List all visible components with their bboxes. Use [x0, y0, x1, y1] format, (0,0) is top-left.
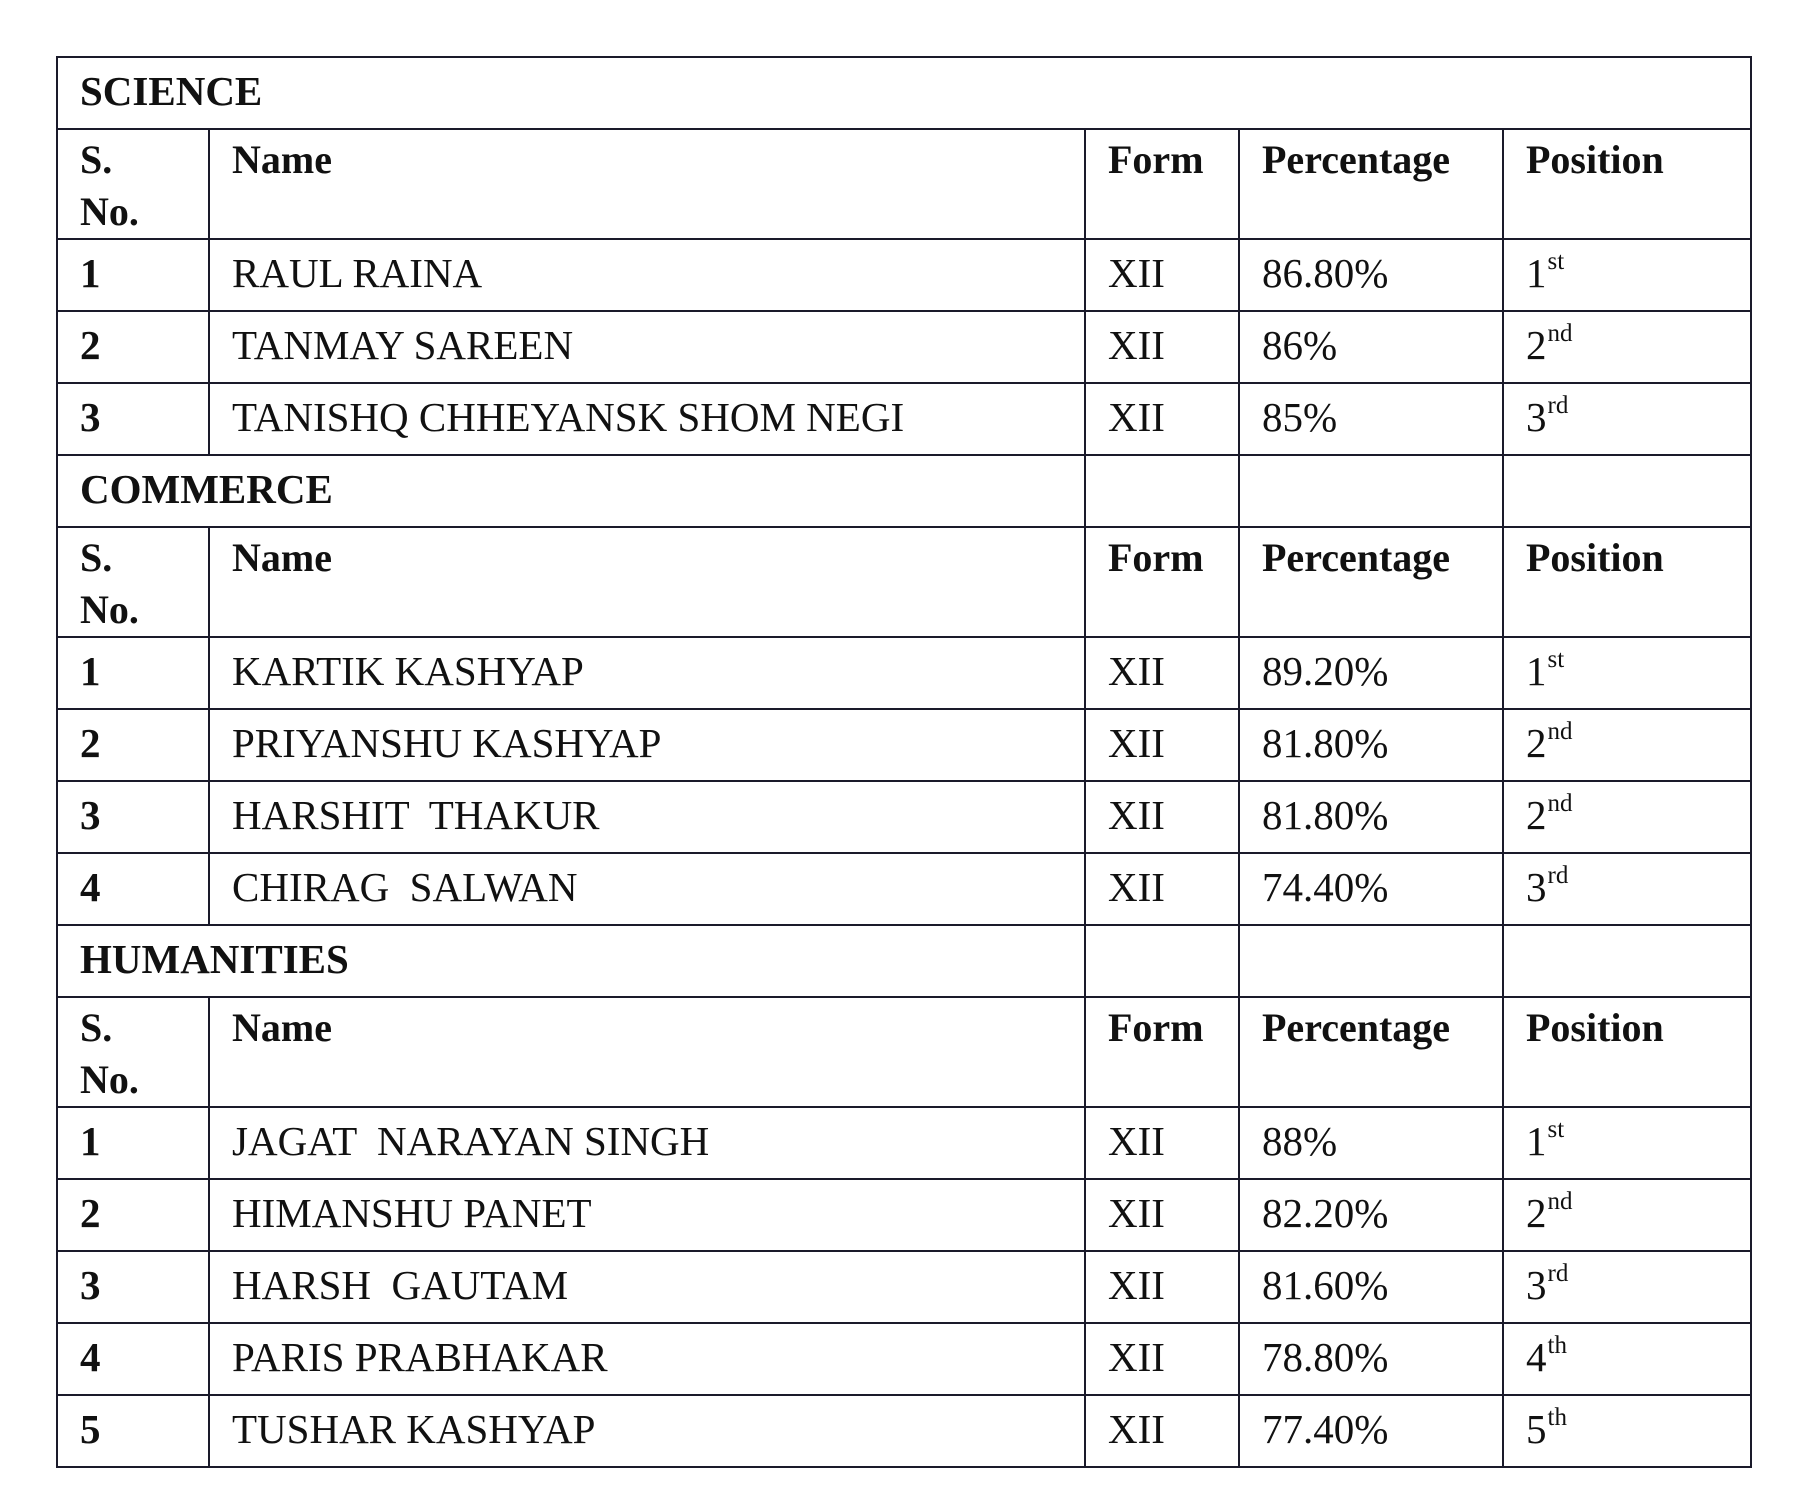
cell-form: XII	[1085, 383, 1239, 455]
cell-position	[1503, 709, 1751, 781]
cell-percentage: 82.20%	[1239, 1179, 1503, 1251]
cell-form: XII	[1085, 853, 1239, 925]
cell-form: XII	[1085, 781, 1239, 853]
header-form: Form	[1085, 129, 1239, 239]
position-suffix: rd	[1547, 392, 1569, 419]
position-number: 2	[1526, 720, 1547, 766]
cell-position	[1503, 1395, 1751, 1467]
empty-cell	[1239, 925, 1503, 997]
results-sheet	[56, 56, 1750, 1468]
table-row	[57, 709, 1751, 781]
table-row	[57, 781, 1751, 853]
cell-name: CHIRAG SALWAN	[209, 853, 1085, 925]
cell-form: XII	[1085, 1179, 1239, 1251]
header-sno	[57, 997, 209, 1107]
position-number: 1	[1526, 250, 1547, 296]
header-sno-line2: No.	[80, 1057, 139, 1102]
results-table	[56, 56, 1752, 1468]
cell-form: XII	[1085, 1323, 1239, 1395]
section-title-row	[57, 925, 1751, 997]
cell-form: XII	[1085, 709, 1239, 781]
table-row	[57, 1395, 1751, 1467]
position-number: 4	[1526, 1334, 1547, 1380]
header-percentage: Percentage	[1239, 527, 1503, 637]
header-sno-line2: No.	[80, 189, 139, 234]
cell-position	[1503, 383, 1751, 455]
cell-percentage: 86%	[1239, 311, 1503, 383]
header-form: Form	[1085, 997, 1239, 1107]
cell-percentage: 74.40%	[1239, 853, 1503, 925]
cell-position	[1503, 239, 1751, 311]
cell-name: HIMANSHU PANET	[209, 1179, 1085, 1251]
cell-name: KARTIK KASHYAP	[209, 637, 1085, 709]
cell-percentage: 85%	[1239, 383, 1503, 455]
position-suffix: rd	[1547, 862, 1569, 889]
section-title: COMMERCE	[57, 455, 1085, 527]
table-row	[57, 1251, 1751, 1323]
header-form: Form	[1085, 527, 1239, 637]
cell-position	[1503, 781, 1751, 853]
cell-percentage: 78.80%	[1239, 1323, 1503, 1395]
cell-name: RAUL RAINA	[209, 239, 1085, 311]
cell-name: HARSHIT THAKUR	[209, 781, 1085, 853]
header-sno-line2: No.	[80, 587, 139, 632]
header-name: Name	[209, 129, 1085, 239]
cell-sno: 1	[57, 239, 209, 311]
column-header-row	[57, 129, 1751, 239]
cell-sno: 3	[57, 781, 209, 853]
position-number: 2	[1526, 1190, 1547, 1236]
cell-percentage: 86.80%	[1239, 239, 1503, 311]
header-position: Position	[1503, 527, 1751, 637]
position-suffix: st	[1547, 248, 1565, 275]
cell-position	[1503, 853, 1751, 925]
cell-form: XII	[1085, 239, 1239, 311]
position-number: 5	[1526, 1406, 1547, 1452]
header-name: Name	[209, 527, 1085, 637]
cell-percentage: 81.80%	[1239, 781, 1503, 853]
table-row	[57, 637, 1751, 709]
cell-sno: 2	[57, 709, 209, 781]
position-number: 3	[1526, 864, 1547, 910]
position-suffix: nd	[1547, 718, 1573, 745]
section-science	[57, 57, 1751, 455]
cell-name: TANISHQ CHHEYANSK SHOM NEGI	[209, 383, 1085, 455]
cell-position	[1503, 1251, 1751, 1323]
position-number: 1	[1526, 1118, 1547, 1164]
cell-name: TANMAY SAREEN	[209, 311, 1085, 383]
position-number: 2	[1526, 322, 1547, 368]
header-sno-line1: S.	[80, 535, 113, 580]
cell-sno: 3	[57, 1251, 209, 1323]
header-sno-line1: S.	[80, 137, 113, 182]
position-suffix: th	[1547, 1404, 1567, 1431]
cell-position	[1503, 1107, 1751, 1179]
empty-cell	[1085, 455, 1239, 527]
cell-position	[1503, 1323, 1751, 1395]
header-position: Position	[1503, 997, 1751, 1107]
position-suffix: st	[1547, 646, 1565, 673]
cell-percentage: 81.60%	[1239, 1251, 1503, 1323]
header-name: Name	[209, 997, 1085, 1107]
cell-percentage: 81.80%	[1239, 709, 1503, 781]
cell-percentage: 77.40%	[1239, 1395, 1503, 1467]
empty-cell	[1239, 455, 1503, 527]
section-title-row	[57, 57, 1751, 129]
position-suffix: rd	[1547, 1260, 1569, 1287]
header-sno	[57, 527, 209, 637]
cell-sno: 4	[57, 1323, 209, 1395]
cell-percentage: 88%	[1239, 1107, 1503, 1179]
section-humanities	[57, 925, 1751, 1467]
section-commerce	[57, 455, 1751, 925]
empty-cell	[1503, 925, 1751, 997]
table-row	[57, 239, 1751, 311]
header-percentage: Percentage	[1239, 129, 1503, 239]
position-suffix: nd	[1547, 790, 1573, 817]
position-suffix: th	[1547, 1332, 1567, 1359]
section-title-row	[57, 455, 1751, 527]
cell-form: XII	[1085, 637, 1239, 709]
cell-name: PRIYANSHU KASHYAP	[209, 709, 1085, 781]
section-title: HUMANITIES	[57, 925, 1085, 997]
cell-percentage: 89.20%	[1239, 637, 1503, 709]
cell-sno: 5	[57, 1395, 209, 1467]
cell-sno: 1	[57, 1107, 209, 1179]
cell-name: TUSHAR KASHYAP	[209, 1395, 1085, 1467]
cell-position	[1503, 637, 1751, 709]
column-header-row	[57, 527, 1751, 637]
position-suffix: nd	[1547, 320, 1573, 347]
cell-form: XII	[1085, 1107, 1239, 1179]
cell-sno: 1	[57, 637, 209, 709]
position-number: 1	[1526, 648, 1547, 694]
cell-sno: 4	[57, 853, 209, 925]
cell-position	[1503, 1179, 1751, 1251]
position-number: 3	[1526, 1262, 1547, 1308]
empty-cell	[1503, 455, 1751, 527]
cell-sno: 2	[57, 1179, 209, 1251]
cell-name: PARIS PRABHAKAR	[209, 1323, 1085, 1395]
cell-sno: 2	[57, 311, 209, 383]
table-row	[57, 1323, 1751, 1395]
header-position: Position	[1503, 129, 1751, 239]
section-title: SCIENCE	[57, 57, 1751, 129]
header-sno-line1: S.	[80, 1005, 113, 1050]
table-row	[57, 1107, 1751, 1179]
cell-position	[1503, 311, 1751, 383]
table-row	[57, 311, 1751, 383]
header-sno	[57, 129, 209, 239]
cell-name: HARSH GAUTAM	[209, 1251, 1085, 1323]
header-percentage: Percentage	[1239, 997, 1503, 1107]
cell-name: JAGAT NARAYAN SINGH	[209, 1107, 1085, 1179]
table-row	[57, 383, 1751, 455]
cell-form: XII	[1085, 1251, 1239, 1323]
table-row	[57, 853, 1751, 925]
position-suffix: st	[1547, 1116, 1565, 1143]
position-number: 2	[1526, 792, 1547, 838]
column-header-row	[57, 997, 1751, 1107]
cell-sno: 3	[57, 383, 209, 455]
position-suffix: nd	[1547, 1188, 1573, 1215]
position-number: 3	[1526, 394, 1547, 440]
table-row	[57, 1179, 1751, 1251]
cell-form: XII	[1085, 311, 1239, 383]
empty-cell	[1085, 925, 1239, 997]
cell-form: XII	[1085, 1395, 1239, 1467]
